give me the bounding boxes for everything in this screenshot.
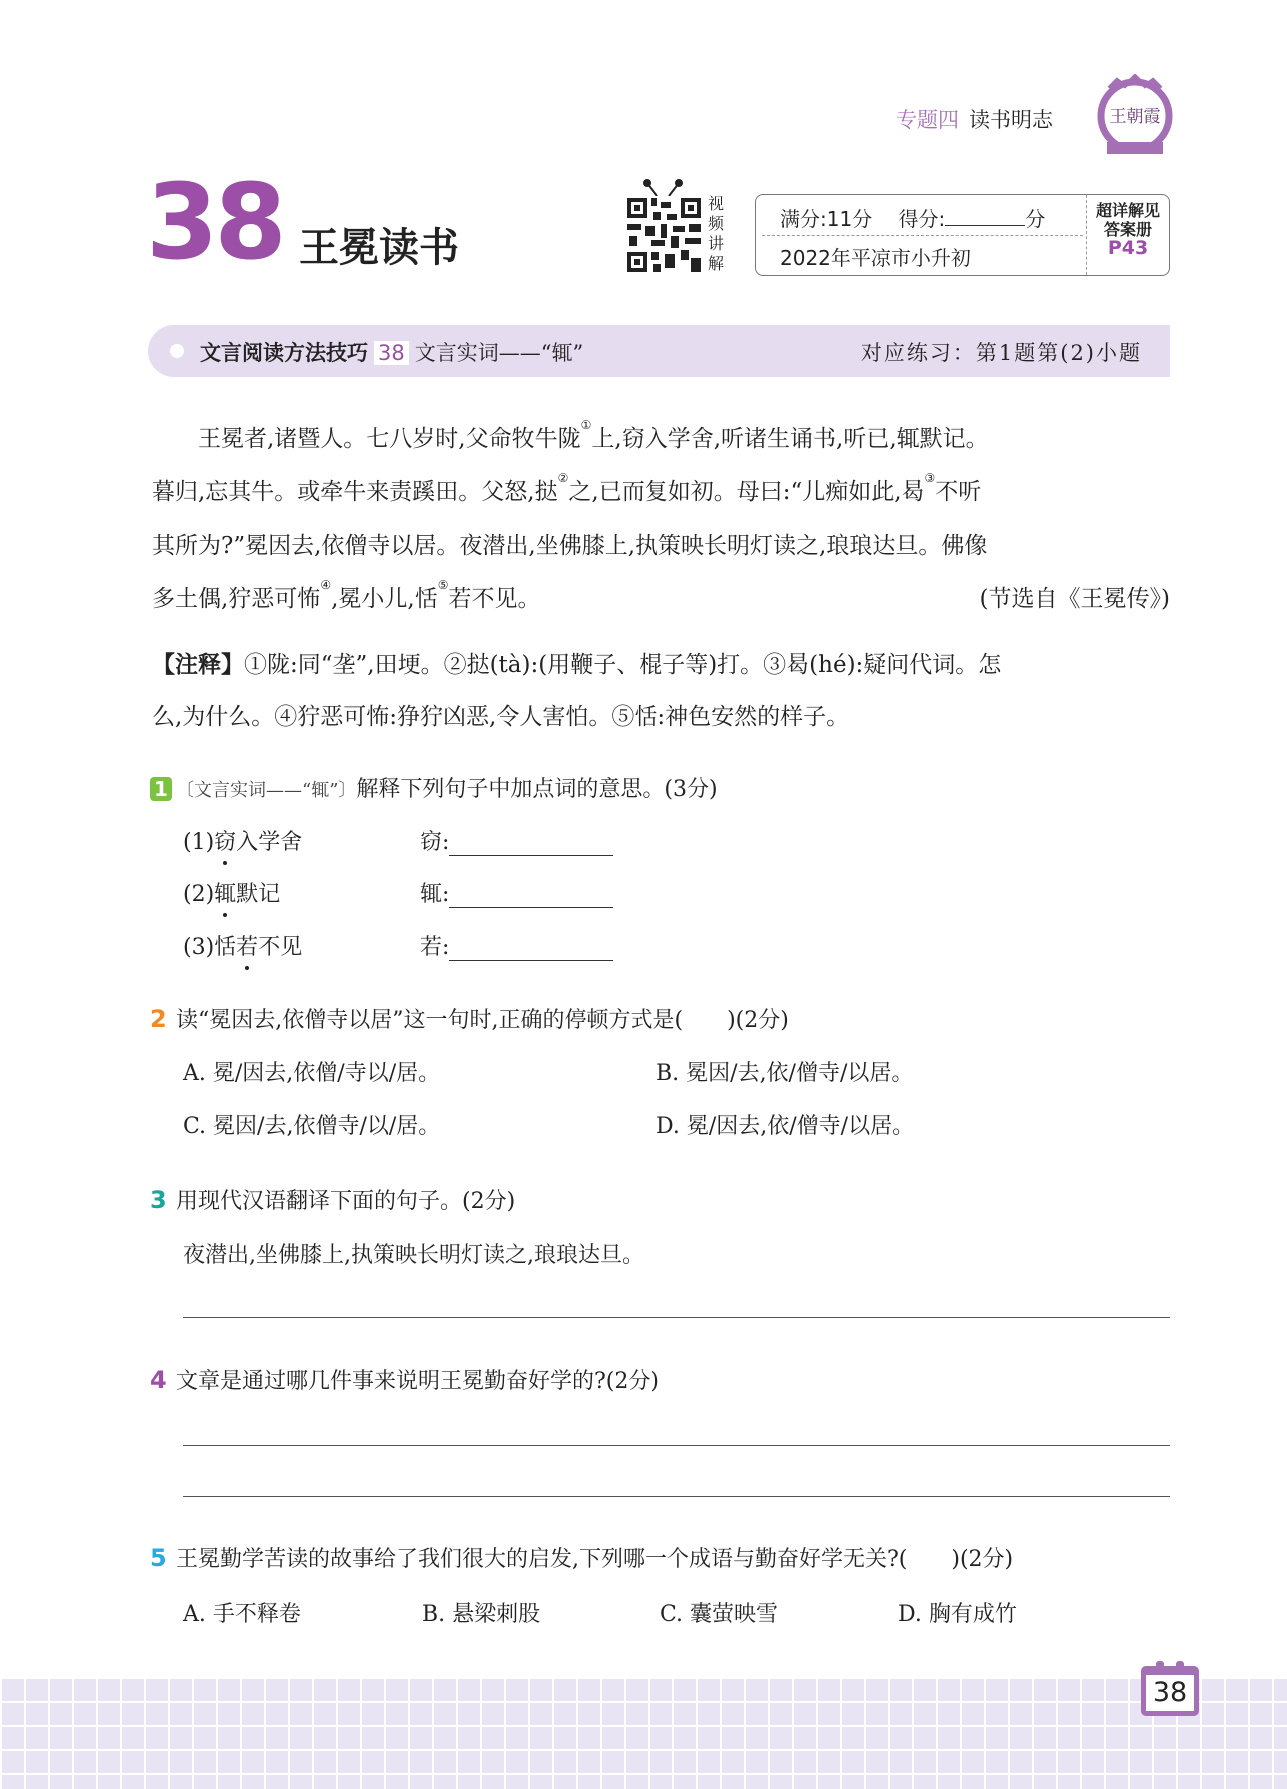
footer-grid	[0, 1677, 1287, 1789]
footnote-marker: ③	[924, 471, 936, 485]
full-score: 满分:11分	[780, 207, 873, 231]
exam-source: 2022年平凉市小升初	[780, 246, 971, 270]
q1-item: (2)辄默记	[183, 882, 281, 907]
answer-blank[interactable]	[449, 886, 613, 908]
dotted-word: 辄	[214, 882, 237, 907]
q1-item: (3)恬若不见	[183, 935, 303, 960]
lesson-number: 38	[146, 161, 283, 283]
passage-text: ,冕小儿,恬	[331, 586, 438, 612]
dotted-word: 窃	[214, 830, 237, 855]
passage-text: 之,已而复如初。母曰:“儿痴如此,曷	[568, 479, 925, 505]
passage-line	[152, 580, 1170, 613]
footnote-marker: ④	[320, 578, 332, 592]
q1-answer: 若:	[420, 930, 613, 961]
q5-option-c[interactable]: C. 囊萤映雪	[660, 1602, 779, 1627]
q1-item: (1)窃入学舍	[183, 830, 303, 855]
q3-answer-line[interactable]	[183, 1317, 1170, 1318]
footnote-marker: ⑤	[437, 578, 449, 592]
answer-reference: 超详解见 答案册 P43	[1095, 201, 1160, 259]
topic-header: 专题四 读书明志	[896, 108, 1053, 132]
question-4: 4 文章是通过哪几件事来说明王冕勤奋好学的?(2分)	[150, 1366, 659, 1394]
svg-text:王朝霞: 王朝霞	[1109, 107, 1161, 127]
answer-blank[interactable]	[449, 834, 613, 856]
passage-text: 不听	[935, 479, 982, 505]
q3-sentence: 夜潜出,坐佛膝上,执策映长明灯读之,琅琅达旦。	[183, 1243, 644, 1268]
passage-text: 上,窃入学舍,听诸生诵书,听已,辄默记。	[591, 426, 989, 452]
q4-answer-line-1[interactable]	[183, 1445, 1170, 1446]
publisher-logo-icon	[1095, 74, 1175, 160]
question-1: 1 〔文言实词——“辄”〕解释下列句子中加点词的意思。(3分)	[150, 772, 718, 803]
q5-option-b[interactable]: B. 悬梁刺股	[422, 1602, 541, 1627]
question-5: 5 王冕勤学苦读的故事给了我们很大的启发,下列哪一个成语与勤奋好学无关?( )(2分)	[150, 1544, 1014, 1572]
passage-text: 其所为?”冕因去,依僧寺以居。夜潜出,坐佛膝上,执策映长明灯读之,琅琅达旦。佛像	[152, 533, 988, 559]
q5-option-a[interactable]: A. 手不释卷	[183, 1602, 301, 1627]
notes-line-1: 【注释】①陇:同“垄”,田埂。②挞(tà):(用鞭子、棍子等)打。③曷(hé):疑问代词。怎	[152, 652, 1002, 678]
q5-option-d[interactable]: D. 胸有成竹	[898, 1602, 1017, 1627]
page-number: 38	[1141, 1666, 1199, 1716]
score-box: 满分:11分 得分: 分 2022年平凉市小升初 超详解见 答案册 P43	[755, 194, 1170, 276]
q2-option-c[interactable]: C. 冕因/去,依僧寺/以/居。	[183, 1114, 441, 1139]
method-banner: 文言阅读方法技巧 38 文言实词——“辄” 对应练习：第1题第(2)小题	[148, 325, 1170, 377]
q2-option-b[interactable]: B. 冕因/去,依/僧寺/以居。	[656, 1061, 914, 1086]
practice-ref: 对应练习：第1题第(2)小题	[860, 341, 1142, 365]
lesson-title: 王冕读书	[299, 225, 459, 271]
bullet-icon	[170, 344, 184, 358]
answer-blank[interactable]	[449, 939, 613, 961]
question-2: 2 读“冕因去,依僧寺以居”这一句时,正确的停顿方式是( )(2分)	[150, 1005, 789, 1033]
footnote-marker: ②	[557, 471, 569, 485]
footnote-marker: ①	[580, 418, 592, 432]
passage-line	[152, 420, 1170, 453]
q2-option-d[interactable]: D. 冕/因去,依/僧寺/以居。	[656, 1114, 915, 1139]
question-3: 3 用现代汉语翻译下面的句子。(2分)	[150, 1186, 516, 1214]
passage-text: 王冕者,诸暨人。七八岁时,父命牧牛陇	[152, 426, 581, 452]
q1-answer: 窃:	[420, 825, 613, 856]
qr-caption: 视频讲解	[708, 194, 725, 273]
citation: (节选自《王冕传》)	[979, 586, 1170, 612]
passage-text: 多土偶,狞恶可怖	[152, 586, 321, 612]
q1-answer: 辄:	[420, 877, 613, 908]
dotted-word: 若	[236, 935, 259, 960]
passage-text: 若不见。	[448, 586, 541, 612]
q2-option-a[interactable]: A. 冕/因去,依僧/寺以/居。	[183, 1061, 441, 1086]
q4-answer-line-2[interactable]	[183, 1496, 1170, 1497]
notes-line-2: 么,为什么。④狞恶可怖:狰狞凶恶,令人害怕。⑤恬:神色安然的样子。	[152, 704, 850, 730]
passage-line	[152, 473, 1170, 506]
passage-line	[152, 527, 1170, 560]
passage-text: 暮归,忘其牛。或牵牛来责蹊田。父怒,挞	[152, 479, 558, 505]
qr-code-icon[interactable]	[625, 178, 703, 274]
score-label: 得分:	[898, 207, 946, 231]
score-blank[interactable]	[945, 208, 1025, 226]
